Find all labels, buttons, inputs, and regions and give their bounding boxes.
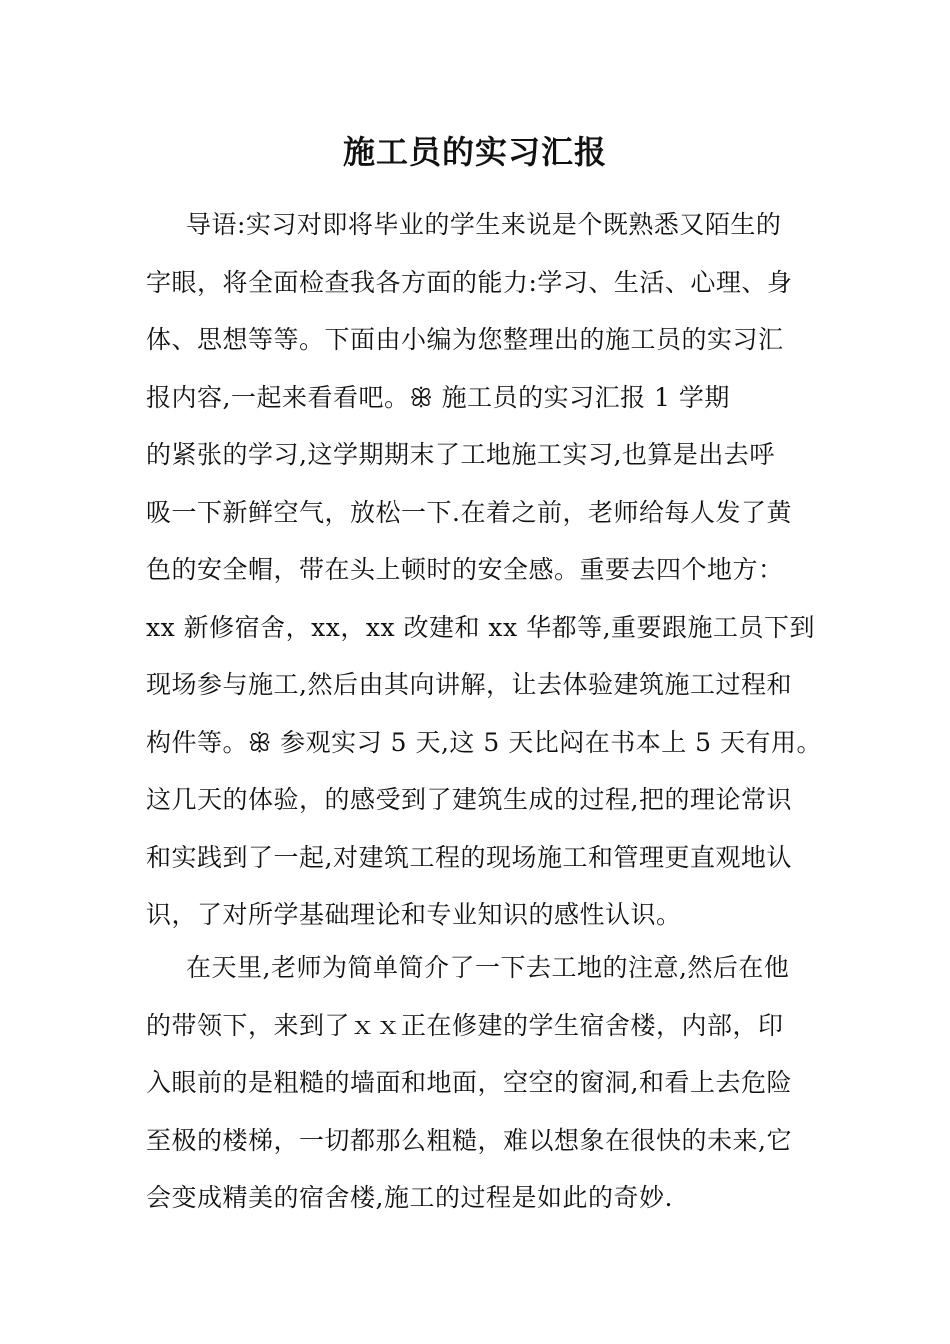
paragraph-line: 色的安全帽，带在头上顿时的安全感。重要去四个地方： (146, 555, 784, 584)
paragraph-line: 在天里,老师为简单简介了一下去工地的注意,然后在他 (186, 953, 790, 982)
paragraph-line: 识，了对所学基础理论和专业知识的感性认识。 (146, 900, 682, 929)
paragraph-line: 字眼，将全面检查我各方面的能力:学习、生活、心理、身 (146, 267, 793, 297)
paragraph-line: 构件等。ꕥ 参观实习 5 天,这 5 天比闷在书本上 5 天有用。 (146, 727, 822, 757)
paragraph-line: 的带领下，来到了ｘｘ正在修建的学生宿舍楼，内部，印 (146, 1010, 784, 1040)
paragraph-line: 吸一下新鲜空气，放松一下.在着之前，老师给每人发了黄 (146, 497, 792, 527)
paragraph-line: 这几天的体验，的感受到了建筑生成的过程,把的理论常识 (146, 785, 792, 814)
paragraph-intro (146, 196, 822, 944)
paragraph-line: 的紧张的学习,这学期期末了工地施工实习,也算是出去呼 (146, 440, 775, 469)
paragraph-line: xx 新修宿舍，xx，xx 改建和 xx 华都等,重要跟施工员下到 (146, 612, 816, 642)
paragraph-line: 体、思想等等。下面由小编为您整理出的施工员的实习汇 (146, 325, 784, 354)
paragraph-line: 入眼前的是粗糙的墙面和地面，空空的窗洞,和看上去危险 (146, 1068, 792, 1097)
paragraph-line: 现场参与施工,然后由其向讲解，让去体验建筑施工过程和 (146, 670, 792, 699)
paragraph-line: 导语:实习对即将毕业的学生来说是个既熟悉又陌生的 (186, 210, 782, 239)
paragraph-line: 和实践到了一起,对建筑工程的现场施工和管理更直观地认 (146, 842, 792, 872)
paragraph-line: 至极的楼梯，一切都那么粗糙，难以想象在很快的未来,它 (146, 1125, 792, 1155)
paragraph-line: 会变成精美的宿舍楼,施工的过程是如此的奇妙. (146, 1183, 673, 1212)
document-title: 施工员的实习汇报 (342, 133, 607, 171)
paragraph-line: 报内容,一起来看看吧。ꕥ 施工员的实习汇报 1 学期 (146, 382, 730, 412)
paragraph-site-visit (146, 939, 818, 1227)
